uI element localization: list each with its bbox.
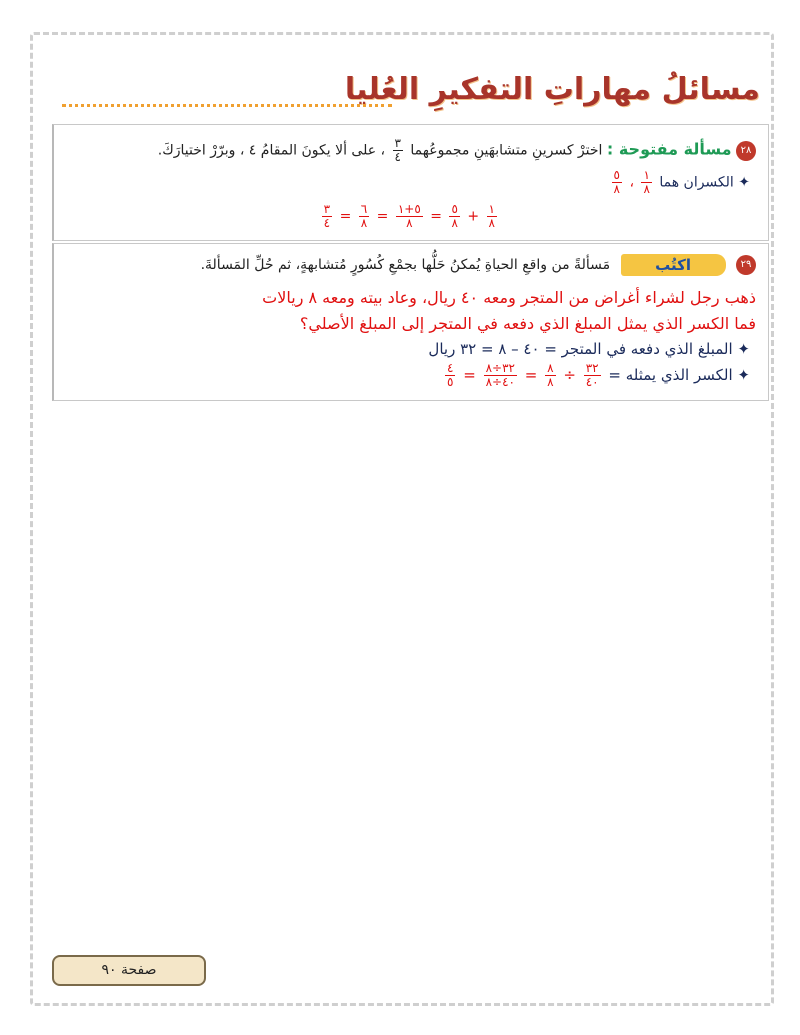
q28-prompt [158,137,756,164]
fraction: $\frac{٨}{٨}$ [547,361,554,389]
fraction: $\frac{٥+١}{٨}$ [397,202,421,230]
question-28-box [52,124,769,241]
fraction: $\frac{٤}{٥}$ [446,361,454,389]
q28-answer-label: ✦ الكسران هما [659,174,750,191]
fraction: $\frac{٥}{٨}$ [613,168,620,196]
q28-number-badge: ٢٨ [736,141,756,161]
fraction: $\frac{١}{٨}$ [488,202,495,230]
q29-step1: ✦ المبلغ الذي دفعه في المتجر = ٤٠ – ٨ = ٣٢ ريال [428,340,750,358]
fraction: $\frac{٥}{٨}$ [451,202,458,230]
fraction: $\frac{١}{٨}$ [643,168,650,196]
q28-text-b: ، على ألا يكونَ المقامُ ٤ ، وبرّرْ اختيارَكَ. [157,142,386,159]
q29-prompt [201,254,756,276]
q29-answer-line1: ذهب رجل لشراء أغراض من المتجر ومعه ٤٠ ريال، وعاد بيته ومعه ٨ ريالات [262,288,756,307]
fraction: $\frac{٣٢}{٤٠}$ [585,361,599,389]
q29-step2: ✦ الكسر الذي يمثله = $\frac{٣٢}{٤٠}$ ÷ $\frac{٨}{٨}$ = $\frac{٣٢\div ٨}{٤٠\div ٨}$ = $\frac{٤}{٥}$ [446,361,750,389]
page-number-label: صفحة ٩٠ [52,955,206,986]
question-29-box [52,243,769,401]
q28-label: مسألة مفتوحة : [606,139,732,159]
separator: ، [629,174,634,191]
q28-answer [609,169,750,196]
write-pencil-icon: اكتُب [621,254,726,276]
fraction: $\frac{٣٢\div ٨}{٤٠\div ٨}$ [485,361,515,389]
q29-prompt-text: مَسألةً من واقعِ الحياةِ يُمكنُ حَلُّها بجمْعِ كُسُورٍ مُتشابهةٍ، ثم حُلِّ المَسألةَ. [200,257,611,273]
title-dotted-line [62,104,392,107]
q28-text-a: اخترْ كسرينِ متشابهَينِ مجموعُهما [410,142,603,159]
fraction: $\frac{٣}{٤}$ [323,202,331,230]
q28-equation: $\frac{١}{٨}$ + $\frac{٥}{٨}$ = $\frac{٥+١}{٨}$ = $\frac{٦}{٨}$ = $\frac{٣}{٤}$ [323,202,495,230]
section-title: مسائلُ مهاراتِ التفكيرِ العُليا [344,72,760,107]
q28-sum-fraction: $\frac{٣}{٤}$ [394,136,401,164]
q29-answer-line2: فما الكسر الذي يمثل المبلغ الذي دفعه في المتجر إلى المبلغ الأصلي؟ [299,314,756,333]
fraction: $\frac{٦}{٨}$ [360,202,368,230]
q29-number-badge: ٢٩ [736,255,756,275]
